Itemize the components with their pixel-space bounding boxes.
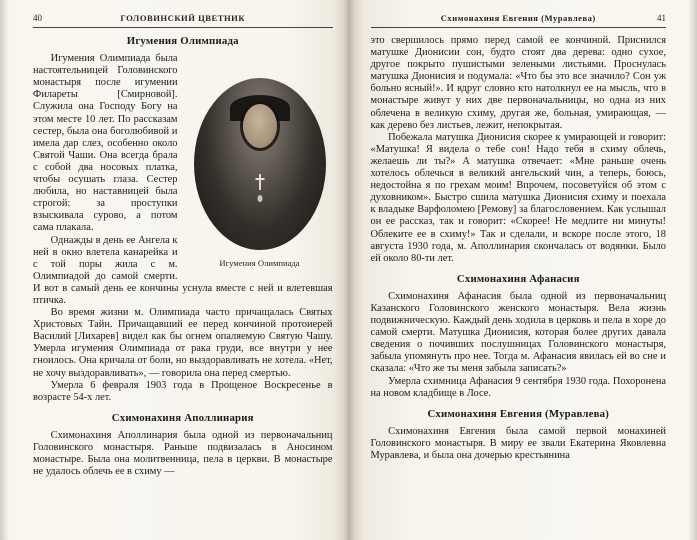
pectoral-cross-icon-bar — [255, 178, 264, 180]
photo-caption: Игумения Олимпиада — [219, 258, 300, 269]
page-body-right — [371, 35, 667, 462]
paragraph-olimpiada-4: Умерла 6 февраля 1903 года в Прощеное Воскресенье в возрасте 54-х лет. — [33, 379, 333, 403]
medal-icon — [257, 195, 262, 202]
portrait-photo — [187, 77, 333, 253]
paragraph-continuation-2: Побежала матушка Дионисия скорее к умирающей и говорит: «Матушка! Я видела о тебе сон! Надо тебя в схиму облечь, желаешь ли ты?» А матушка отвечает: «Мне раньше очень хотелось облечься в великий ангельский чин, а теперь, боюсь, недостойна я по грехам моим! Впрочем, посоветуйся об этом с духовником». Быстро сшила матушка Дионисия схиму и поехала к владыке Варфоломею [Ремову] за благословением. Как услышал он ее рассказ, так и говорит: «Скорее! Не медлите ни минуты! Облеките ее в схиму!» Так и сделали, и вскоре после этого, 18 августа 1930 года, м. Аполлинария скончалась от водянки. Было ей около 80-ти лет. — [370, 131, 666, 264]
paragraph-olimpiada-2: Однажды в день ее Ангела к ней в окно влетела канарейка и с той поры жила с м. Олимпиадой до самой смерти. И вот в самый день ее кончины уснула вместе с ней и влетевшая птичка. — [33, 234, 333, 306]
page-number-right: 41 — [657, 13, 666, 23]
section-heading-afanasia: Схимонахиня Афанасия — [456, 272, 580, 285]
portrait-figure — [187, 77, 333, 269]
page-number-left: 40 — [33, 13, 42, 23]
running-title-right: Схимонахиня Евгения (Муравлева) — [440, 13, 596, 23]
page-right — [349, 0, 697, 540]
section-heading-apollinaria: Схимонахиня Аполлинария — [111, 411, 254, 424]
paragraph-evgenia-1: Схимонахиня Евгения была самой первой монахиней Головинского монастыря. В миру ее звали Екатерина Яковлевна Муравлева, и была она дочерью крестьянина — [370, 425, 666, 461]
paragraph-olimpiada-1: Игумения Олимпиада была настоятельницей Головинского монастыря после игумении Филареты [Смирновой]. Служила она Господу Богу на этом месте 10 лет. По рассказам сестер, была она боголюбивой и имела дар слез, особенно около Святой Чаши. Она всегда брала с собой два носовых платка, чтобы осушать глаза. Сестер любила, но наставницей была строгой: за проступки взыскивала сурово, а потом сама плакала. — [33, 53, 178, 234]
paragraph-apollinaria-1: Схимонахиня Аполлинария была одной из первоначальниц Головинского монастыря. Раньше подвизалась в Аносином монастыре. Была она молитвенница, пела в церкви. В монастыре не удалось облечь ее в схиму — — [33, 429, 333, 478]
page-header-right — [371, 13, 667, 28]
portrait-face — [243, 104, 277, 148]
pectoral-cross-icon — [259, 174, 261, 190]
running-title-left: ГОЛОВИНСКИЙ ЦВЕТНИК — [120, 13, 246, 23]
paragraph-afanasia-1: Схимонахиня Афанасия была одной из первоначальниц Казанского Головинского женского монастыря. Вела жизнь подвижническую. Каждый день ходила в церковь и пела в хоре до самой смерти. Матушка Дионисия, которая более других давала сведения о почивших послушницах Головинского монастыря, забыла упомянуть про нее. Тогда м. Афанасия явилась ей во сне и сказала: «Что же ты меня забыла записать?» — [370, 290, 666, 375]
page-body-left — [33, 35, 333, 478]
paragraph-olimpiada-3: Во время жизни м. Олимпиада часто причащалась Святых Христовых Тайн. Причащавший ее перед кончиной протоиерей Василий [Лихарев] видел как бы огнем опаляемую Святую Чашу. Умерла игумения Олимпиада от рака груди, все внутри у нее гноилось. Она кричала от боли, но выздоравливать не хотела. «Нет, не хочу выздоравливать», — говорила она перед смертью. — [33, 307, 333, 379]
paragraph-afanasia-2: Умерла схимница Афанасия 9 сентября 1930 года. Похоронена на новом кладбище в Лосе. — [370, 375, 666, 399]
section-heading-evgenia: Схимонахиня Евгения (Муравлева) — [427, 407, 610, 420]
paragraph-continuation-1: это свершилось прямо перед самой ее кончиной. Приснился матушке Дионисии сон, будто стоят два дерева: одно сухое, другое покрыто пушистыми зелеными листьями. Проснулась матушка Дионисия и подумала: «Что бы это все значило? Сон уж больно ясный!». И вдруг словно кто натолкнул ее на мысль, что в монастыре живут у них две первоначальницы, но одна из них облечена в великую схиму, другая же, больная, умирающая, — как дерево без листьев, лежит, непокрытая. — [370, 35, 666, 131]
section-heading-olimpiada: Игумения Олимпиада — [126, 35, 239, 47]
page-header-left — [33, 13, 333, 28]
